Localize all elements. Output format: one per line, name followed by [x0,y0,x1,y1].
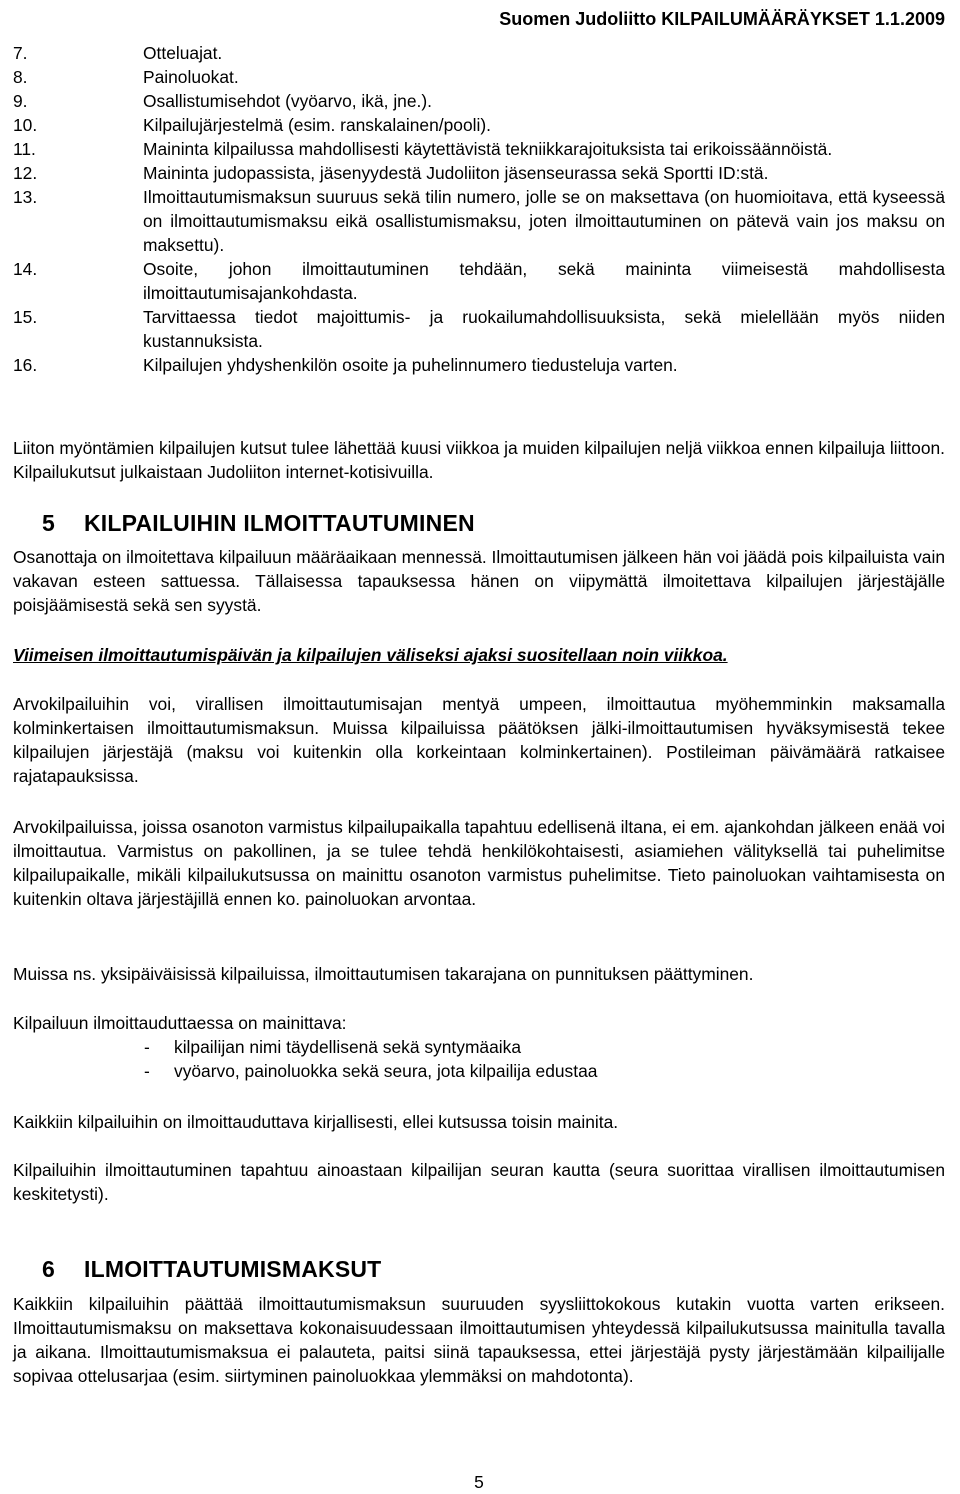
list-item-text: Maininta judopassista, jäsenyydestä Judoliiton jäsenseurassa sekä Sportti ID:stä. [143,163,769,183]
list-item [144,1035,945,1059]
page-number: 5 [474,1472,484,1492]
list-item-number: 10. [13,115,38,135]
list-item [13,113,945,137]
list-item [13,89,945,113]
invitation-block [13,436,945,484]
section-5-heading [13,509,945,537]
invitation-paragraph: Liiton myöntämien kilpailujen kutsut tulee lähettää kuusi viikkoa ja muiden kilpailujen neljä viikkoa ennen kilpailuja liittoon. Kilpailukutsut julkaistaan Judoliiton internet-kotisivuilla. [13,438,945,482]
section-5-paragraph-5: Kilpailuun ilmoittauduttaessa on mainittava: [13,1013,347,1033]
section-6-heading [13,1255,945,1283]
list-item-number: 11. [13,139,36,159]
list-item-number: 16. [13,355,38,375]
section-5-emphasis: Viimeisen ilmoittautumispäivän ja kilpailujen väliseksi ajaksi suositellaan noin viikkoa. [13,645,728,665]
list-item-number: 8. [13,67,28,87]
section-5-paragraph-3: Arvokilpailuissa, joissa osanoton varmistus kilpailupaikalla tapahtuu edellisenä iltana, ei em. ajankohdan jälkeen enää voi ilmoittautua. Varmistus on pakollinen, ja se tulee tehdä henkilökohtaisesti, asiamiehen välityksellä tai puhelimitse kilpailupaikalle, mikäli kilpailukutsussa on mainittu osanoton varmistus puhelimitse. Tieto painoluokan vaihtamisesta on kuitenkin oltava järjestäjillä ennen ko. painoluokan arvontaa. [13,817,945,909]
list-item [13,161,945,185]
section-5-body [13,545,945,617]
list-item-number: 12. [13,163,38,183]
required-info-list [13,1035,945,1083]
section-5-paragraph-1: Osanottaja on ilmoitettava kilpailuun määräaikaan mennessä. Ilmoittautumisen jälkeen hän voi jäädä pois kilpailuista vain vakavan esteen sattuessa. Tällaisessa tapauksessa hänen on viipymättä ilmoitettava kilpailujen järjestäjälle poisjäämisestä sekä sen syystä. [13,547,945,615]
section-5-late-registration [13,692,945,788]
list-item-number: 14. [13,259,38,279]
list-item-number: 9. [13,91,28,111]
list-item-text: vyöarvo, painoluokka sekä seura, jota kilpailija edustaa [174,1061,598,1081]
list-item [13,41,945,65]
section-6-title: ILMOITTAUTUMISMAKSUT [84,1256,382,1282]
dash-bullet: - [144,1037,150,1057]
list-item [13,257,945,305]
list-item [13,305,945,353]
list-item-text: Otteluajat. [143,43,223,63]
page-header: Suomen Judoliitto KILPAILUMÄÄRÄYKSET 1.1.2009 [499,9,945,29]
section-6 [13,1255,945,1283]
list-item-text: Ilmoittautumismaksun suuruus sekä tilin numero, jolle se on maksettava (on huomioitava, että kyseessä on ilmoittautumismaksu eikä osallistumismaksu, joten ilmoittautuminen on pätevä vain jos maksu on maksettu). [143,187,945,255]
section-5-number: 5 [42,510,55,536]
list-item-text: Osallistumisehdot (vyöarvo, ikä, jne.). [143,91,432,111]
section-5-paragraph-7: Kilpailuihin ilmoittautuminen tapahtuu ainoastaan kilpailijan seuran kautta (seura suorittaa virallisen ilmoittautumisen keskitetysti). [13,1160,945,1204]
section-6-number: 6 [42,1256,55,1282]
dash-bullet: - [144,1061,150,1081]
section-5-emphasis-block [13,643,945,667]
section-5-one-day [13,962,945,986]
list-item-text: Kilpailujen yhdyshenkilön osoite ja puhelinnumero tiedusteluja varten. [143,355,678,375]
list-item-text: Painoluokat. [143,67,239,87]
section-5-confirmation [13,815,945,911]
list-item-text: Tarvittaessa tiedot majoittumis- ja ruokailumahdollisuuksista, sekä mielellään myös niiden kustannuksista. [143,307,945,351]
section-5-written [13,1110,945,1134]
list-item [13,353,945,377]
list-item-text: Maininta kilpailussa mahdollisesti käytettävistä tekniikkarajoituksista tai erikoissäännöistä. [143,139,833,159]
list-item-text: Osoite, johon ilmoittautuminen tehdään, sekä maininta viimeisestä mahdollisesta ilmoittautumisajankohdasta. [143,259,945,303]
list-item [13,65,945,89]
section-6-body [13,1292,945,1388]
section-5-club [13,1158,945,1206]
section-5-title: KILPAILUIHIN ILMOITTAUTUMINEN [84,510,475,536]
list-item-number: 7. [13,43,28,63]
section-5 [13,509,945,537]
section-5-paragraph-6: Kaikkiin kilpailuihin on ilmoittauduttava kirjallisesti, ellei kutsussa toisin mainita. [13,1112,619,1132]
section-6-paragraph-1: Kaikkiin kilpailuihin päättää ilmoittautumismaksun suuruuden syysliittokokous kutakin vuotta varten erikseen. Ilmoittautumismaksu on maksettava kokonaisuudessaan ilmoittautumisen yhteydessä kilpailukutsussa mainitulla tavalla ja aikana. Ilmoittautumismaksua ei palauteta, paitsi siinä tapauksessa, ettei järjestäjä pysty järjestämään kilpailijalle sopivaa ottelusarjaa (esim. siirtyminen painoluokkaa ylemmäksi on mahdotonta). [13,1294,945,1386]
list-item [144,1059,945,1083]
section-5-paragraph-2: Arvokilpailuihin voi, virallisen ilmoittautumisajan mentyä umpeen, ilmoittautua myöhemminkin maksamalla kolminkertaisen ilmoittautumismaksun. Muissa kilpailuissa päätöksen jälki-ilmoittautumisen hyväksymisestä tekee kilpailujen järjestäjä (maksu voi kuitenkin olla korkeintaan kolminkertainen). Postileiman päivämäärä ratkaisee rajatapauksissa. [13,694,945,786]
list-item-text: Kilpailujärjestelmä (esim. ranskalainen/pooli). [143,115,491,135]
list-item [13,185,945,257]
section-5-paragraph-4: Muissa ns. yksipäiväisissä kilpailuissa, ilmoittautumisen takarajana on punnituksen päättyminen. [13,964,754,984]
section-5-required-info [13,1011,945,1083]
list-item [13,137,945,161]
list-item-text: kilpailijan nimi täydellisenä sekä syntymäaika [174,1037,522,1057]
list-item-number: 13. [13,187,38,207]
list-item-number: 15. [13,307,38,327]
requirements-list [13,41,945,377]
